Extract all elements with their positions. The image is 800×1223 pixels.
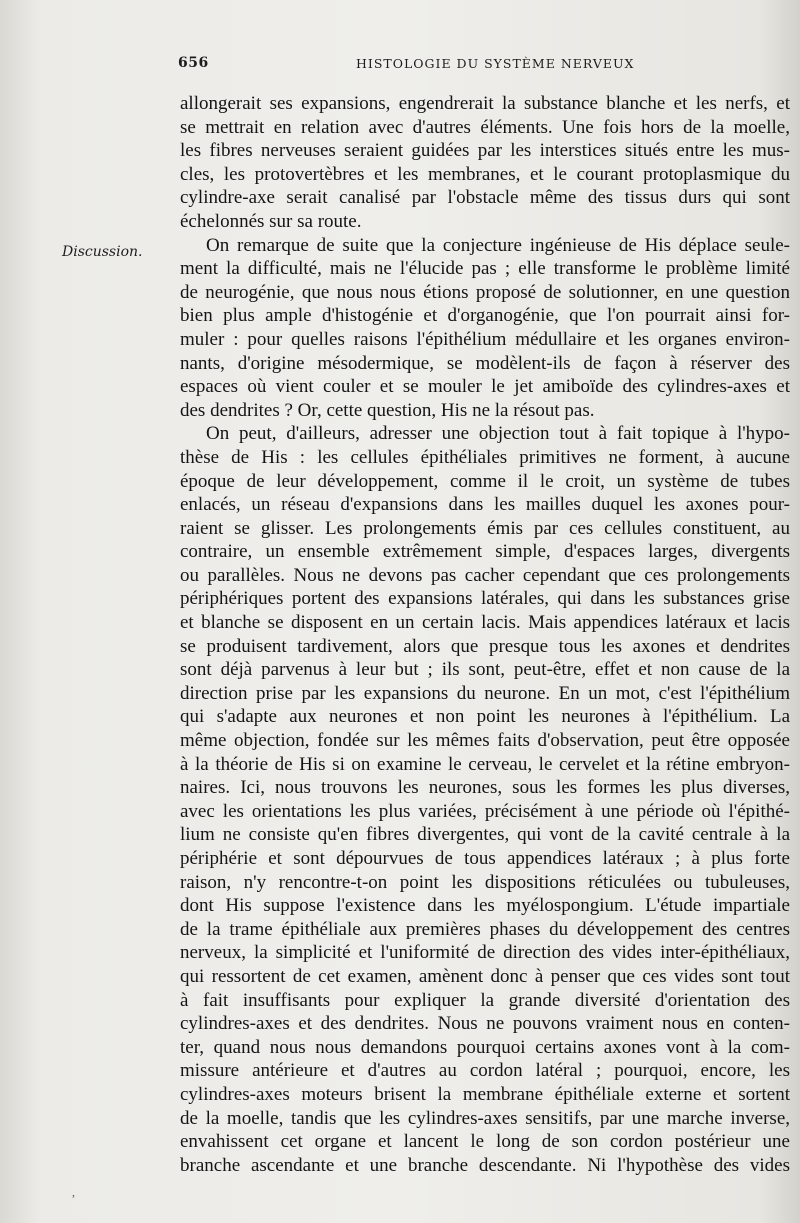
text-line: enlacés, un réseau d'expansions dans les mailles duquel les axones pour- (180, 494, 790, 516)
text-line: raient se glisser. Les prolongements émis par ces cellules constituent, au (180, 517, 790, 539)
text-line: de la trame épithéliale aux premières phases du développement des centres (180, 918, 790, 940)
text-line: les fibres nerveuses seraient guidées par les interstices situés entre les mus- (180, 140, 790, 162)
text-line: thèse de His : les cellules épithéliales primitives ne forment, à aucune (180, 446, 790, 468)
text-line: échelonnés sur sa route. (180, 210, 362, 232)
text-line: ou parallèles. Nous ne devons pas cacher cependant que ces prolongements (180, 564, 790, 586)
text-line: envahissent cet organe et lancent le long de son cordon postérieur une (180, 1131, 790, 1153)
text-line: allongerait ses expansions, engendrerait la substance blanche et les nerfs, et (180, 93, 790, 114)
text-line: époque de leur développement, comme il le croit, un système de tubes (180, 470, 790, 492)
text-line: ment la difficulté, mais ne l'élucide pas ; elle transforme le problème limité (180, 258, 790, 280)
text-line: à la théorie de His si on examine le cerveau, le cervelet et la rétine embryon- (180, 753, 790, 775)
paragraph-continued (180, 92, 790, 234)
text-line: et blanche se disposent en un certain lacis. Mais appendices latéraux et lacis (180, 612, 790, 634)
text-line: dont His suppose l'existence dans les myélospongium. L'étude impartiale (180, 895, 790, 917)
text-line: ter, quand nous nous demandons pourquoi certains axones vont à la com- (180, 1036, 790, 1058)
text-line: raison, n'y rencontre-t-on point les dispositions réticulées ou tubuleuses, (180, 871, 790, 893)
text-line: avec les orientations les plus variées, précisément à une période où l'épithé- (180, 800, 790, 822)
text-line: sont déjà parvenus à leur but ; ils sont, peut-être, effet et non cause de la (180, 659, 790, 681)
paragraph-discussion (180, 234, 790, 423)
body-text (180, 92, 790, 1177)
text-line: On peut, d'ailleurs, adresser une objection tout à fait topique à l'hypo- (206, 423, 790, 445)
text-line: branche ascendante et une branche descendante. Ni l'hypothèse des vides (180, 1154, 790, 1176)
text-line: On remarque de suite que la conjecture ingénieuse de His déplace seule- (206, 234, 790, 256)
text-line: missure antérieure et d'autres au cordon latéral ; pourquoi, encore, les (180, 1060, 790, 1082)
margin-speck: , (72, 1185, 75, 1199)
margin-note-discussion: Discussion. (62, 244, 143, 260)
text-line: cles, les protovertèbres et les membranes, et le courant protoplasmique du (180, 163, 790, 185)
text-line: périphériques portent des expansions latérales, qui dans les substances grise (180, 588, 790, 610)
running-head (178, 55, 788, 77)
text-line: nants, d'origine mésodermique, se modèlent-ils de façon à réserver des (180, 352, 790, 374)
text-line: muler : pour quelles raisons l'épithélium médullaire et les organes environ- (180, 328, 790, 350)
text-line: espaces où vient couler et se mouler le jet amiboïde des cylindres-axes et (180, 376, 790, 398)
paragraph-objection (180, 422, 790, 1177)
text-line: naires. Ici, nous trouvons les neurones, sous les formes les plus diverses, (180, 777, 790, 799)
text-line: direction prise par les expansions du neurone. En un mot, c'est l'épithélium (180, 682, 790, 704)
text-line: contraire, un ensemble extrêmement simple, d'espaces larges, divergents (180, 541, 790, 563)
text-line: qui s'adapte aux neurones et non point les neurones à l'épithélium. La (180, 706, 790, 728)
text-line: cylindre-axe serait canalisé par l'obstacle même des tissus durs qui sont (180, 187, 790, 209)
text-line: de neurogénie, que nous nous étions proposé de solutionner, en une question (180, 281, 790, 303)
running-title: HISTOLOGIE DU SYSTÈME NERVEUX (356, 56, 635, 71)
text-line: se produisent tardivement, alors que presque tous les axones et dendrites (180, 635, 790, 657)
text-line: cylindres-axes et des dendrites. Nous ne pouvons vraiment nous en conten- (180, 1013, 790, 1035)
text-line: bien plus ample d'histogénie et d'organogénie, que l'on pourrait ainsi for- (180, 305, 790, 327)
text-line: cylindres-axes moteurs brisent la membrane épithéliale externe et sortent (180, 1083, 790, 1105)
text-line: de la moelle, tandis que les cylindres-axes sensitifs, par une marche inverse, (180, 1107, 790, 1129)
text-line: lium ne consiste qu'en fibres divergentes, qui vont de la cavité centrale à la (180, 824, 790, 846)
text-line: même objection, fondée sur les mêmes faits d'observation, peut être opposée (180, 730, 790, 752)
text-line: périphérie et sont dépourvues de tous appendices latéraux ; à plus forte (180, 848, 790, 869)
text-line: nerveux, la simplicité et l'uniformité de direction des vides inter-épithéliaux, (180, 942, 790, 964)
text-line: à fait insuffisants pour expliquer la grande diversité d'orientation des (180, 989, 790, 1011)
text-line: qui ressortent de cet examen, amènent donc à penser que ces vides sont tout (180, 965, 790, 987)
text-line: des dendrites ? Or, cette question, His ne la résout pas. (180, 399, 595, 421)
page-number: 656 (178, 55, 209, 71)
text-line: se mettrait en relation avec d'autres éléments. Une fois hors de la moelle, (180, 116, 790, 138)
